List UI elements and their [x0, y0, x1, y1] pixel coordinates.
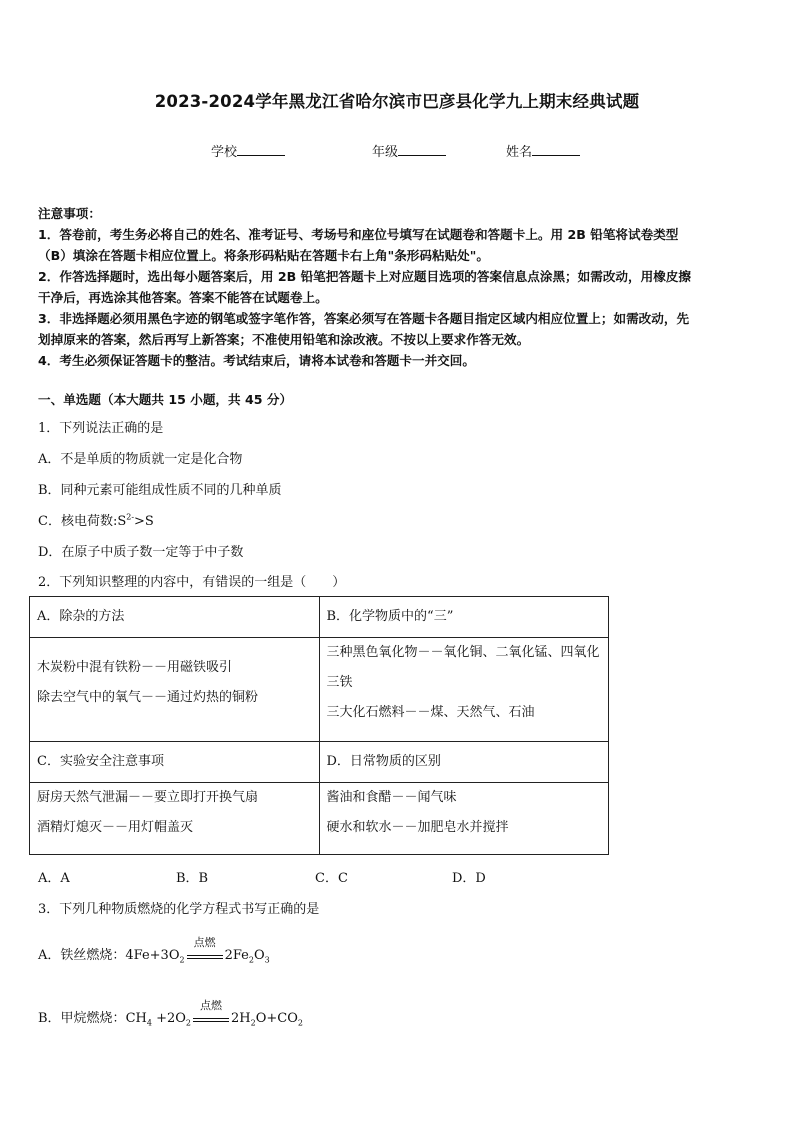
equation-text: 4Fe+3O [125, 948, 180, 963]
school-label: 学校 [211, 145, 238, 160]
notice-line: 划掉原来的答案，然后再写上新答案；不准使用铅笔和涂改液。不按以上要求作答无效。 [38, 332, 530, 347]
q2-option-c[interactable]: C．C [315, 871, 348, 886]
subscript: 2 [179, 955, 185, 965]
notice-line: 4．考生必须保证答题卡的整洁。考试结束后，请将本试卷和答题卡一并交回。 [38, 353, 475, 368]
q2-option-b[interactable]: B．B [176, 871, 209, 886]
cell-text: 酱油和食醋－－闻气味 [326, 790, 457, 805]
notice-heading: 注意事项： [38, 206, 101, 221]
equation-text: O+CO [255, 1011, 298, 1026]
table-cell-d-body [319, 783, 609, 855]
notice-line: 1．答卷前，考生务必将自己的姓名、准考证号、考场号和座位号填写在试题卷和答题卡上。用 2B 铅笔将试卷类型 [38, 227, 679, 242]
notice-line: （B）填涂在答题卡相应位置上。将条形码粘贴在答题卡右上角"条形码粘贴处"。 [38, 248, 489, 263]
subscript: 4 [146, 1018, 152, 1028]
table-cell-a-body [30, 638, 320, 742]
q3-a-label: A．铁丝燃烧： [38, 948, 126, 963]
cell-text: C．实验安全注意事项 [37, 754, 164, 769]
table-cell-b-head [319, 597, 609, 638]
school-blank[interactable] [237, 143, 285, 156]
reaction-arrow [193, 998, 229, 1029]
subscript: 3 [264, 955, 270, 965]
name-blank[interactable] [532, 143, 580, 156]
notice-line: 3．非选择题必须用黑色字迹的钢笔或签字笔作答，答案必须写在答题卡各题目指定区域内相应位置上；如需改动，先 [38, 311, 690, 326]
cell-text: 酒精灯熄灭－－用灯帽盖灭 [37, 820, 194, 835]
reaction-condition: 点燃 [200, 998, 223, 1012]
subscript: 2 [297, 1018, 303, 1028]
q1-stem: 1．下列说法正确的是 [38, 421, 164, 436]
q3-b-label: B．甲烷燃烧： [38, 1011, 126, 1026]
school-field[interactable] [211, 141, 285, 160]
q3-stem: 3．下列几种物质燃烧的化学方程式书写正确的是 [38, 902, 320, 917]
subscript: 2 [250, 1018, 256, 1028]
grade-label: 年级 [372, 145, 399, 160]
cell-text: 三铁 [326, 675, 353, 690]
equation-text: 2H [231, 1011, 251, 1026]
q2-option-a[interactable]: A．A [38, 871, 70, 886]
q1-option-b[interactable]: B．同种元素可能组成性质不同的几种单质 [38, 483, 282, 498]
name-field[interactable] [506, 141, 580, 160]
reaction-condition: 点燃 [193, 935, 216, 949]
grade-blank[interactable] [398, 143, 446, 156]
reaction-arrow [187, 935, 223, 966]
cell-text: 硬水和软水－－加肥皂水并搅拌 [326, 820, 509, 835]
name-label: 姓名 [506, 145, 533, 160]
cell-text: A．除杂的方法 [37, 609, 125, 624]
equation-text: +2O [151, 1011, 186, 1026]
q3-option-a[interactable] [38, 935, 270, 966]
cell-text: 三种黑色氧化物－－氧化铜、二氧化锰、四氧化 [326, 645, 600, 660]
cell-text: 三大化石燃料－－煤、天然气、石油 [326, 705, 535, 720]
q2-knowledge-table [29, 596, 609, 855]
q1-option-d[interactable]: D．在原子中质子数一定等于中子数 [38, 545, 244, 560]
subscript: 2 [185, 1018, 192, 1028]
cell-text: 木炭粉中混有铁粉－－用磁铁吸引 [37, 660, 233, 675]
notice-line: 干净后，再选涂其他答案。答案不能答在试题卷上。 [38, 290, 328, 305]
q1-option-c[interactable] [38, 510, 154, 529]
equation-text: O [253, 948, 265, 963]
q1-option-c-sup: 2- [126, 512, 135, 522]
table-cell-a-head [30, 597, 320, 638]
subscript: 2 [248, 955, 254, 965]
page-title: 2023-2024学年黑龙江省哈尔滨市巴彦县化学九上期末经典试题 [154, 92, 640, 111]
table-cell-c-body [30, 783, 320, 855]
q1-option-c-prefix: C．核电荷数:S [38, 514, 127, 529]
q3-option-b[interactable] [38, 998, 303, 1029]
q1-option-a[interactable]: A．不是单质的物质就一定是化合物 [38, 452, 243, 467]
q1-option-c-suffix: >S [134, 514, 154, 529]
cell-text: B．化学物质中的“三” [326, 609, 454, 624]
cell-text: D．日常物质的区别 [326, 754, 441, 769]
q2-stem: 2．下列知识整理的内容中，有错误的一组是（ ） [38, 575, 346, 590]
grade-field[interactable] [372, 141, 446, 160]
equation-text: CH [125, 1011, 147, 1026]
table-cell-d-head [319, 742, 609, 783]
section-heading: 一、单选题（本大题共 15 小题，共 45 分） [38, 392, 293, 407]
q2-option-d[interactable]: D．D [452, 871, 486, 886]
equation-text: 2Fe [224, 948, 249, 963]
cell-text: 厨房天然气泄漏－－要立即打开换气扇 [37, 790, 259, 805]
notice-line: 2．作答选择题时，选出每小题答案后，用 2B 铅笔把答题卡上对应题目选项的答案信息点涂黑；如需改动，用橡皮擦 [38, 269, 691, 284]
cell-text: 除去空气中的氧气－－通过灼热的铜粉 [37, 690, 259, 705]
table-cell-c-head [30, 742, 320, 783]
table-cell-b-body [319, 638, 609, 742]
